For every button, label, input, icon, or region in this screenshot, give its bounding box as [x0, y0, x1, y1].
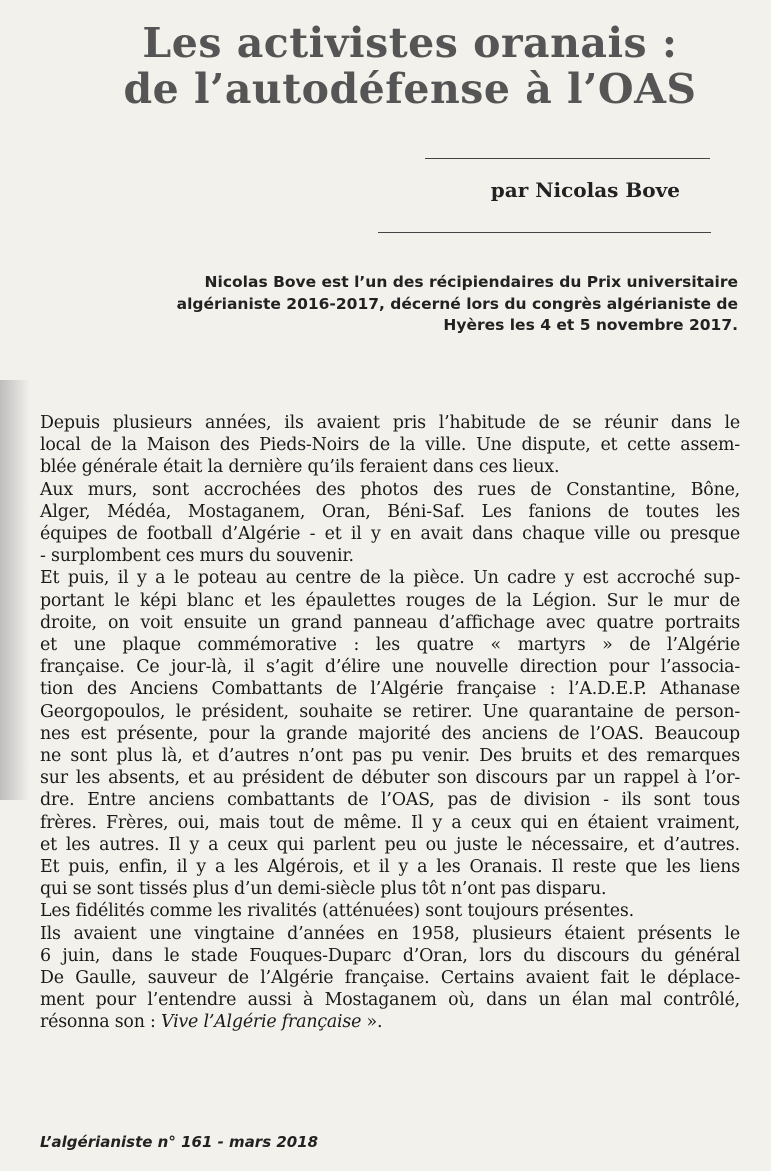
body-line — [40, 723, 740, 745]
body-line-text: frères. Frères, oui, mais tout de même. Il y a ceux qui en étaient vraiment, — [40, 812, 740, 833]
title-rule-top — [425, 158, 710, 159]
body-line — [40, 456, 740, 478]
body-line-text: qui se sont tissés plus d’un demi-siècle plus tôt n’ont pas disparu. — [40, 879, 607, 900]
page-edge-shadow — [0, 380, 30, 800]
body-line — [40, 878, 740, 900]
body-line — [40, 945, 740, 967]
body-line — [40, 656, 740, 678]
body-line-text: Et puis, enfin, il y a les Algérois, et il y a les Oranais. Il reste que les liens — [40, 857, 740, 878]
body-line-text: Georgopoulos, le président, souhaite se retirer. Une quarantaine de person- — [40, 701, 740, 722]
body-line-text: Depuis plusieurs années, ils avaient pris l’habitude de se réunir dans le — [40, 413, 740, 433]
body-line-text: portant le képi blanc et les épaulettes rouges de la Légion. Sur le mur de — [40, 590, 740, 611]
body-line — [40, 434, 740, 456]
body-line — [40, 590, 740, 612]
body-line-text: et une plaque commémorative : les quatre « martyrs » de l’Algérie — [40, 635, 740, 656]
article-title — [90, 20, 730, 112]
body-line — [40, 789, 740, 811]
sentence-end: . — [377, 1012, 383, 1033]
body-line-text: Les fidélités comme les rivalités (atténuées) sont toujours présentes. — [40, 901, 634, 922]
body-line — [40, 701, 740, 723]
body-line — [40, 412, 740, 434]
body-line — [40, 900, 740, 922]
body-line — [40, 612, 740, 634]
body-line-text: sur les absents, et au président de débuter son discours par un rappel à l’or- — [40, 768, 740, 789]
quote-italic: Vive l’Algérie française — [161, 1012, 362, 1033]
body-line-text: Et puis, il y a le poteau au centre de la pièce. Un cadre y est accroché sup- — [40, 568, 740, 589]
body-line-text: Alger, Médéa, Mostaganem, Oran, Béni-Saf. Les fanions de toutes les — [40, 501, 740, 522]
body-line — [40, 812, 740, 834]
quote-close: » — [361, 1012, 377, 1033]
body-line-text: dre. Entre anciens combattants de l’OAS, pas de division - ils sont tous — [40, 790, 740, 811]
body-line-text: 6 juin, dans le stade Fouques-Duparc d’Oran, lors du discours du général — [40, 945, 740, 966]
body-line-text: équipes de football d’Algérie - et il y en avait dans chaque ville ou presque — [40, 524, 740, 545]
body-line — [40, 1011, 740, 1033]
body-line — [40, 567, 740, 589]
author-intro — [120, 272, 738, 337]
intro-line: Nicolas Bove est l’un des récipiendaires du Prix universitaire — [204, 273, 738, 291]
body-line-text: local de la Maison des Pieds-Noirs de la ville. Une dispute, et cette assem- — [40, 435, 740, 456]
body-line-text: nes est présente, pour la grande majorité des anciens de l’OAS. Beaucoup — [40, 723, 740, 744]
title-line-2: de l’autodéfense à l’OAS — [123, 65, 697, 113]
body-line — [40, 834, 740, 856]
body-line — [40, 479, 740, 501]
body-line-text: et les autres. Il y a ceux qui parlent peu ou juste le nécessaire, et d’autres. — [40, 834, 740, 855]
body-line — [40, 745, 740, 767]
body-line — [40, 923, 740, 945]
intro-line: algérianiste 2016-2017, décerné lors du congrès algérianiste de — [176, 294, 738, 313]
author-byline: par Nicolas Bove — [490, 178, 680, 202]
article-body — [40, 412, 740, 1034]
body-line — [40, 967, 740, 989]
body-line — [40, 501, 740, 523]
publication-footer: L’algérianiste n° 161 - mars 2018 — [40, 1133, 319, 1151]
body-line — [40, 678, 740, 700]
body-line — [40, 767, 740, 789]
body-line-text: française. Ce jour-là, il s’agit d’élire une nouvelle direction pour l’associa- — [40, 657, 740, 678]
body-line — [40, 545, 740, 567]
body-line-text: Ils avaient une vingtaine d’années en 1958, plusieurs étaient présents le — [40, 923, 740, 944]
body-line — [40, 856, 740, 878]
body-line-text: résonna son : — [40, 1012, 162, 1033]
body-line-text: droite, on voit ensuite un grand panneau d’affichage avec quatre portraits — [40, 612, 740, 633]
body-line-text: ment pour l’entendre aussi à Mostaganem où, dans un élan mal contrôlé, — [40, 990, 740, 1011]
body-line — [40, 634, 740, 656]
title-line-1: Les activistes oranais : — [142, 19, 678, 67]
body-line-text: blée générale était la dernière qu’ils feraient dans ces lieux. — [40, 457, 560, 478]
body-line-text: - surplombent ces murs du souvenir. — [40, 546, 354, 567]
body-line-text: Aux murs, sont accrochées des photos des rues de Constantine, Bône, — [40, 479, 740, 500]
body-line — [40, 989, 740, 1011]
body-line-text: tion des Anciens Combattants de l’Algérie française : l’A.D.E.P. Athanase — [40, 679, 740, 700]
body-line — [40, 523, 740, 545]
title-rule-bottom — [378, 232, 711, 233]
intro-line: Hyères les 4 et 5 novembre 2017. — [443, 316, 738, 334]
body-line-text: ne sont plus là, et d’autres n’ont pas pu venir. Des bruits et des remarques — [40, 746, 740, 767]
body-line-text: De Gaulle, sauveur de l’Algérie française. Certains avaient fait le déplace- — [40, 968, 740, 989]
